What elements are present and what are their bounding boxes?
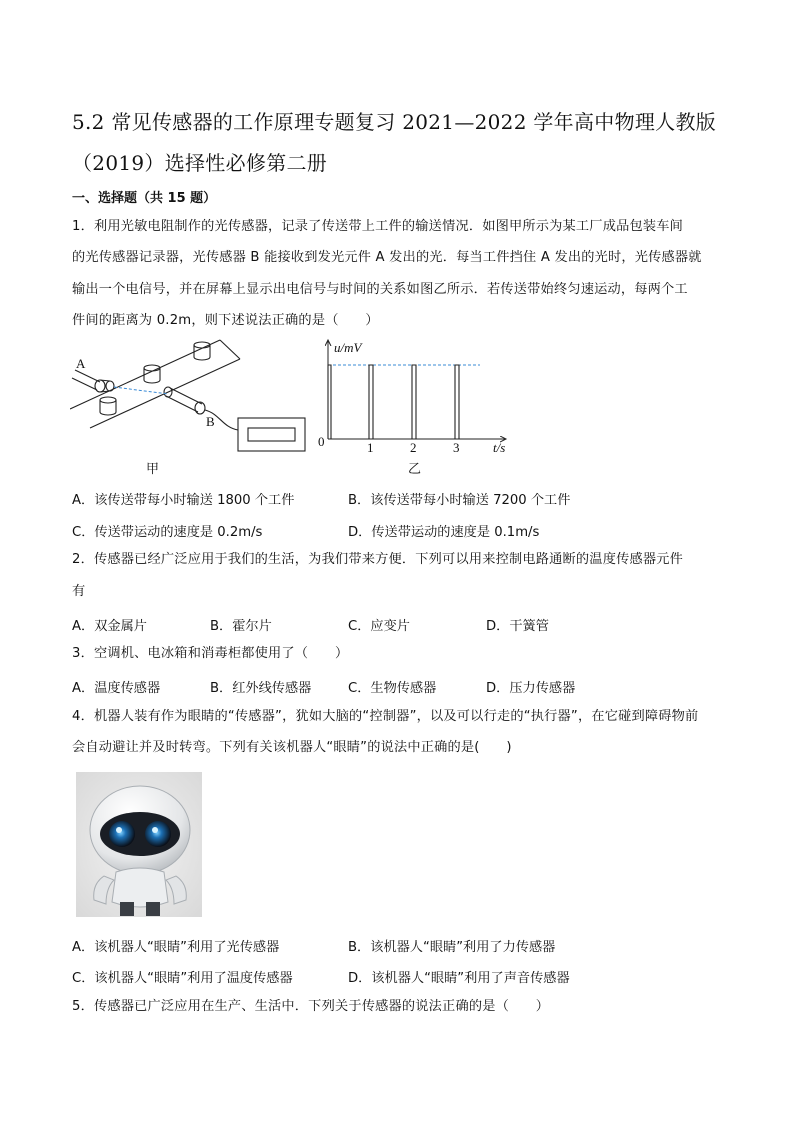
q4-option-d[interactable]: D．该机器人“眼睛”利用了声音传感器	[348, 971, 570, 986]
x-axis-label: t/s	[493, 440, 506, 455]
page-title-line1: 5.2 常见传感器的工作原理专题复习 2021—2022 学年高中物理人教版	[72, 110, 717, 134]
robot-right-eye	[145, 821, 171, 847]
workpiece	[100, 397, 116, 415]
fig-jia-caption: 甲	[146, 462, 160, 477]
q2-text-line: 2．传感器已经广泛应用于我们的生活，为我们带来方便．下列可以用来控制电路通断的温度传感器元件	[72, 552, 684, 567]
q3-option-d[interactable]: D．压力传感器	[486, 681, 576, 696]
robot-head	[90, 786, 190, 874]
q1-text-line: 的光传感器记录器，光传感器 B 能接收到发光元件 A 发出的光．每当工件挡住 A 发出的光时，光传感器就	[72, 250, 702, 265]
q1-option-b[interactable]: B．该传送带每小时输送 7200 个工件	[348, 493, 571, 508]
robot-image	[76, 772, 202, 917]
fig-yi-caption: 乙	[408, 462, 422, 477]
label-b: B	[206, 414, 215, 429]
pulse	[369, 365, 373, 439]
origin-label: 0	[318, 434, 325, 449]
q4-text-line: 4．机器人装有作为眼睛的“传感器”，犹如大脑的“控制器”，以及可以行走的“执行器”，在它碰到障碍物前	[72, 709, 699, 724]
x-tick-label: 3	[453, 440, 460, 455]
q4-option-c[interactable]: C．该机器人“眼睛”利用了温度传感器	[72, 971, 293, 986]
label-a: A	[76, 356, 86, 371]
light-beam	[114, 387, 168, 394]
q2-text-line: 有	[72, 584, 86, 599]
q3-text-line: 3．空调机、电冰箱和消毒柜都使用了（ ）	[72, 646, 349, 661]
conveyor-diagram	[70, 332, 320, 452]
page-title-line2: （2019）选择性必修第二册	[72, 151, 328, 175]
pulse	[455, 365, 459, 439]
x-tick-label: 1	[367, 440, 374, 455]
section-heading: 一、选择题（共 15 题）	[72, 191, 217, 206]
q2-option-c[interactable]: C．应变片	[348, 619, 410, 634]
q2-option-a[interactable]: A．双金属片	[72, 619, 147, 634]
robot-left-eye	[109, 821, 135, 847]
pulse	[412, 365, 416, 439]
q5-text-line: 5．传感器已广泛应用在生产、生活中．下列关于传感器的说法正确的是（ ）	[72, 999, 550, 1014]
q4-text-line: 会自动避让并及时转弯。下列有关该机器人“眼睛”的说法中正确的是( )	[72, 740, 512, 755]
q1-option-c[interactable]: C．传送带运动的速度是 0.2m/s	[72, 525, 263, 540]
x-tick-label: 2	[410, 440, 417, 455]
q3-option-c[interactable]: C．生物传感器	[348, 681, 437, 696]
y-axis-label: u/mV	[334, 340, 362, 355]
q2-option-b[interactable]: B．霍尔片	[210, 619, 272, 634]
q1-option-a[interactable]: A．该传送带每小时输送 1800 个工件	[72, 493, 295, 508]
q2-option-d[interactable]: D．干簧管	[486, 619, 549, 634]
q1-text-line: 件间的距离为 0.2m，则下述说法正确的是（ ）	[72, 313, 379, 328]
q3-option-b[interactable]: B．红外线传感器	[210, 681, 312, 696]
q1-option-d[interactable]: D．传送带运动的速度是 0.1m/s	[348, 525, 540, 540]
q4-option-b[interactable]: B．该机器人“眼睛”利用了力传感器	[348, 940, 556, 955]
pulse-graph	[312, 336, 512, 456]
q3-option-a[interactable]: A．温度传感器	[72, 681, 161, 696]
q4-option-a[interactable]: A．该机器人“眼睛”利用了光传感器	[72, 940, 280, 955]
q1-text-line: 输出一个电信号，并在屏幕上显示出电信号与时间的关系如图乙所示．若传送带始终匀速运动，每两个工	[72, 282, 688, 297]
pulse	[328, 365, 331, 439]
q1-text-line: 1．利用光敏电阻制作的光传感器，记录了传送带上工件的输送情况．如图甲所示为某工厂成品包装车间	[72, 219, 684, 234]
